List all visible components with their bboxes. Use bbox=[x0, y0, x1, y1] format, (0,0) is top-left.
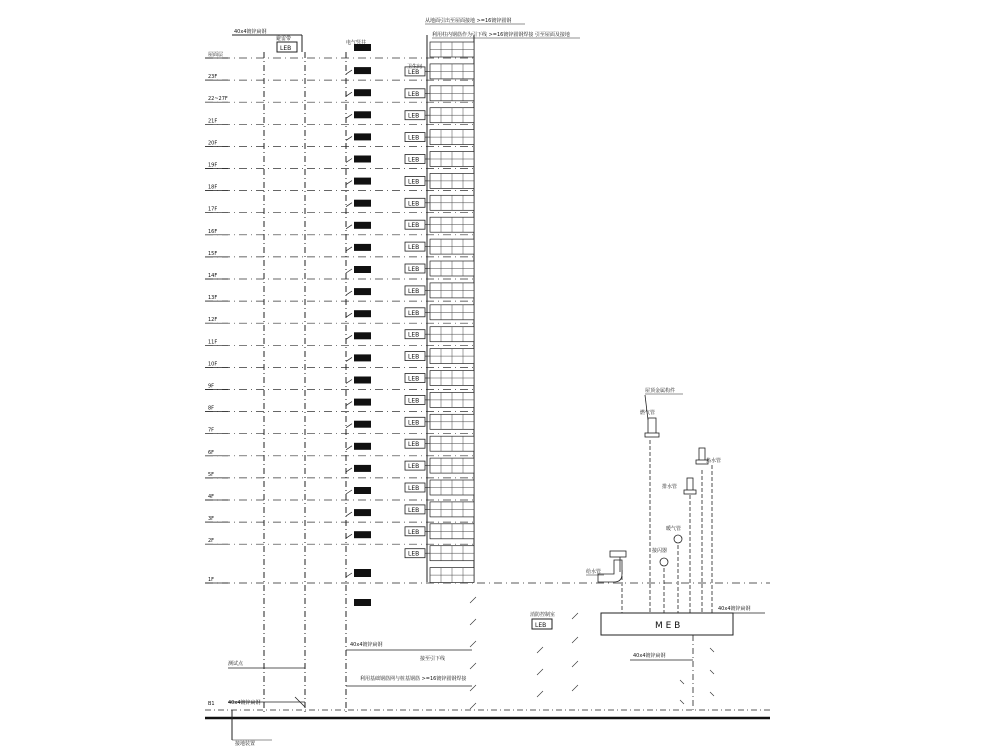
note-line-2: 利用柱内钢筋作为引下线 >=16镀锌圆钢焊接 引至屋面及接地 bbox=[432, 32, 570, 38]
mid-flat-bar-label: 40x4镀锌扁钢 bbox=[350, 642, 383, 648]
shaft-block bbox=[354, 89, 371, 96]
diagonal-marks bbox=[470, 597, 578, 709]
roof-device-label: 屋顶金属构件 bbox=[645, 388, 676, 394]
shaft-block bbox=[354, 531, 371, 538]
heat-label: 暖气管 bbox=[666, 526, 682, 532]
shaft-tick bbox=[346, 225, 352, 229]
leb-label: LEB bbox=[408, 441, 420, 449]
shaft-tick bbox=[346, 92, 352, 96]
shaft-tick bbox=[346, 313, 352, 317]
leb-unit bbox=[405, 480, 474, 495]
leb-label: LEB bbox=[408, 506, 420, 514]
diag-mark bbox=[572, 661, 578, 667]
shaft-tick bbox=[346, 247, 352, 251]
shaft-block bbox=[354, 200, 371, 207]
leb-unit bbox=[405, 217, 474, 232]
leb-unit bbox=[405, 458, 474, 473]
floor-label: 5F bbox=[208, 471, 215, 478]
shaft-block bbox=[354, 111, 371, 118]
meter-well-label: 电气竖井 bbox=[346, 40, 367, 46]
gas-pipe-label: 燃气管 bbox=[640, 410, 656, 416]
leb-label: LEB bbox=[408, 353, 420, 361]
floor-labels bbox=[205, 51, 228, 583]
shaft-tick bbox=[346, 181, 352, 185]
leb-unit bbox=[405, 502, 474, 517]
diag-mark bbox=[537, 691, 543, 697]
shaft-block bbox=[354, 178, 371, 185]
leb-unit bbox=[405, 392, 474, 407]
leb-unit bbox=[405, 152, 474, 167]
diag-mark bbox=[572, 613, 578, 619]
shaft-tick bbox=[346, 380, 352, 384]
shaft-block bbox=[354, 421, 371, 428]
shaft-block bbox=[354, 399, 371, 406]
shaft-tick bbox=[346, 573, 352, 577]
leb-unit bbox=[405, 349, 474, 364]
leb-label: LEB bbox=[408, 178, 420, 186]
meter-shaft bbox=[346, 44, 371, 606]
leb-label: LEB bbox=[408, 419, 420, 427]
diag-mark bbox=[470, 703, 476, 709]
antenna-device bbox=[660, 558, 668, 566]
leb-label: LEB bbox=[408, 485, 420, 492]
shaft-block bbox=[354, 487, 371, 494]
shaft-block bbox=[354, 67, 371, 74]
bottom-ground-label: 接地装置 bbox=[235, 741, 256, 747]
roof-ring-label: 避雷带 bbox=[276, 36, 292, 42]
floor-label: 22~27F bbox=[208, 96, 228, 103]
floor-label: 10F bbox=[208, 361, 218, 368]
diag-mark bbox=[537, 669, 543, 675]
leb-label: LEB bbox=[408, 68, 420, 76]
shaft-block bbox=[354, 332, 371, 339]
gas-pipe-device bbox=[645, 395, 659, 437]
antenna-label: 接闪器 bbox=[652, 548, 668, 554]
shaft-tick bbox=[346, 114, 352, 118]
shaft-block bbox=[354, 266, 371, 273]
shaft-tick bbox=[346, 70, 352, 74]
mid-down-note: 接至引下线 bbox=[420, 656, 446, 662]
shaft-block bbox=[354, 310, 371, 317]
leb-unit bbox=[405, 86, 474, 101]
floor-label: 3F bbox=[208, 516, 215, 523]
shaft-tick bbox=[346, 357, 352, 361]
shaft-tick bbox=[346, 402, 352, 406]
floor-label: 20F bbox=[208, 140, 218, 147]
shaft-tick bbox=[346, 468, 352, 472]
leb-label: LEB bbox=[408, 156, 420, 164]
leb-unit bbox=[405, 173, 474, 188]
meb-bottom-bar-label: 40x4镀锌扁钢 bbox=[633, 653, 666, 659]
shaft-block bbox=[354, 222, 371, 229]
heat-device bbox=[674, 535, 682, 543]
leb-unit bbox=[430, 568, 474, 583]
leb-unit bbox=[405, 524, 474, 539]
shaft-block bbox=[354, 354, 371, 361]
shaft-block bbox=[354, 443, 371, 450]
leb-unit bbox=[405, 130, 474, 145]
left-bottom-bar-label: 40x4镀锌扁钢 bbox=[228, 700, 261, 706]
leb-label: LEB bbox=[408, 244, 420, 252]
floor-label: 2F bbox=[208, 538, 215, 545]
leb-unit bbox=[430, 42, 474, 57]
drain-device bbox=[684, 478, 696, 494]
leb-unit bbox=[405, 261, 474, 276]
leb-column-head: 卫生间 bbox=[407, 64, 423, 70]
diag-mark bbox=[470, 597, 476, 603]
shaft-block bbox=[354, 377, 371, 384]
floor-label: 6F bbox=[208, 449, 215, 456]
shaft-tick bbox=[346, 424, 352, 428]
floor-label: 11F bbox=[208, 339, 218, 346]
floor-label: 23F bbox=[208, 74, 218, 81]
hot-water-label: 热水管 bbox=[706, 458, 722, 464]
leb-label: LEB bbox=[408, 200, 420, 208]
leb-unit bbox=[405, 546, 474, 561]
leb-label: LEB bbox=[408, 90, 420, 98]
center-label: 消防控制室 bbox=[530, 612, 556, 618]
shaft-tick bbox=[346, 269, 352, 273]
leb-unit bbox=[405, 371, 474, 386]
shaft-tick bbox=[346, 159, 352, 163]
floor-label: 9F bbox=[208, 383, 215, 390]
roof-leb-label: LEB bbox=[280, 45, 292, 52]
shaft-block bbox=[354, 465, 371, 472]
leb-unit bbox=[405, 108, 474, 123]
leb-label: LEB bbox=[408, 331, 420, 339]
leb-unit bbox=[405, 239, 474, 254]
leb-label: LEB bbox=[408, 309, 420, 317]
floor-label: 7F bbox=[208, 427, 215, 434]
shaft-tick bbox=[346, 490, 352, 494]
diag-mark bbox=[470, 641, 476, 647]
shaft-block bbox=[354, 156, 371, 163]
floor-label: 16F bbox=[208, 228, 218, 235]
shaft-block bbox=[354, 288, 371, 295]
floor-label: 1F bbox=[208, 577, 215, 583]
diag-mark bbox=[572, 637, 578, 643]
floor-label: 12F bbox=[208, 317, 218, 324]
shaft-tick bbox=[346, 446, 352, 450]
leb-label: LEB bbox=[408, 375, 420, 383]
leb-label: LEB bbox=[408, 112, 420, 120]
shaft-block bbox=[354, 244, 371, 251]
leb-unit bbox=[405, 414, 474, 429]
shaft-tick bbox=[346, 291, 352, 295]
floor-label: 14F bbox=[208, 273, 218, 279]
left-test-label: 测试点 bbox=[228, 661, 244, 667]
shaft-tick bbox=[346, 512, 352, 516]
leb-label: LEB bbox=[408, 266, 420, 273]
floor-label: 4F bbox=[208, 494, 215, 500]
floor-label: 屋面层 bbox=[208, 52, 224, 58]
leb-unit bbox=[405, 283, 474, 298]
center-leb-label: LEB bbox=[535, 622, 547, 629]
floor-label: 15F bbox=[208, 250, 218, 257]
leb-unit bbox=[405, 195, 474, 210]
leb-unit bbox=[405, 327, 474, 342]
floor-label: 21F bbox=[208, 118, 218, 125]
diag-mark bbox=[470, 619, 476, 625]
floor-label: 8F bbox=[208, 405, 215, 412]
meb-label: M E B bbox=[655, 621, 681, 631]
diag-mark bbox=[572, 685, 578, 691]
diag-mark bbox=[470, 663, 476, 669]
leb-label: LEB bbox=[408, 287, 420, 295]
shaft-tick bbox=[346, 203, 352, 207]
floor-label: 18F bbox=[208, 184, 218, 191]
shaft-block bbox=[354, 133, 371, 140]
shaft-block bbox=[354, 509, 371, 516]
note-line-1: 从地面引出至屋面接地 >=16镀锌圆钢 bbox=[425, 18, 512, 24]
leb-unit bbox=[405, 436, 474, 451]
inlet-pipe bbox=[598, 551, 626, 582]
leb-label: LEB bbox=[408, 528, 420, 536]
floor-label: 13F bbox=[208, 295, 218, 302]
leb-label: LEB bbox=[408, 397, 420, 405]
leb-unit bbox=[405, 305, 474, 320]
leb-label: LEB bbox=[408, 222, 420, 230]
shaft-block bbox=[354, 569, 371, 576]
shaft-block bbox=[354, 599, 371, 606]
leb-label: LEB bbox=[408, 134, 420, 142]
leb-stack bbox=[405, 42, 474, 583]
diag-mark bbox=[537, 647, 543, 653]
leb-label: LEB bbox=[408, 550, 420, 558]
floor-label: 17F bbox=[208, 206, 218, 213]
drain-label: 排水管 bbox=[662, 484, 678, 490]
inlet-pipe-label: 给水管 bbox=[586, 569, 602, 575]
floor-label: 19F bbox=[208, 162, 218, 169]
leb-label: LEB bbox=[408, 463, 420, 471]
right-diagonals bbox=[680, 648, 714, 704]
meb-right-bar-label: 40x4镀锌扁钢 bbox=[718, 606, 751, 612]
shaft-tick bbox=[346, 136, 352, 140]
basement-label: B1 bbox=[208, 701, 215, 707]
shaft-tick bbox=[346, 335, 352, 339]
top-conductor-label: 40x4镀锌扁钢 bbox=[234, 29, 267, 35]
shaft-tick bbox=[346, 534, 352, 538]
mid-long-note: 利用基础钢筋网与桩基钢筋 >=16镀锌圆钢焊接 bbox=[360, 676, 467, 682]
